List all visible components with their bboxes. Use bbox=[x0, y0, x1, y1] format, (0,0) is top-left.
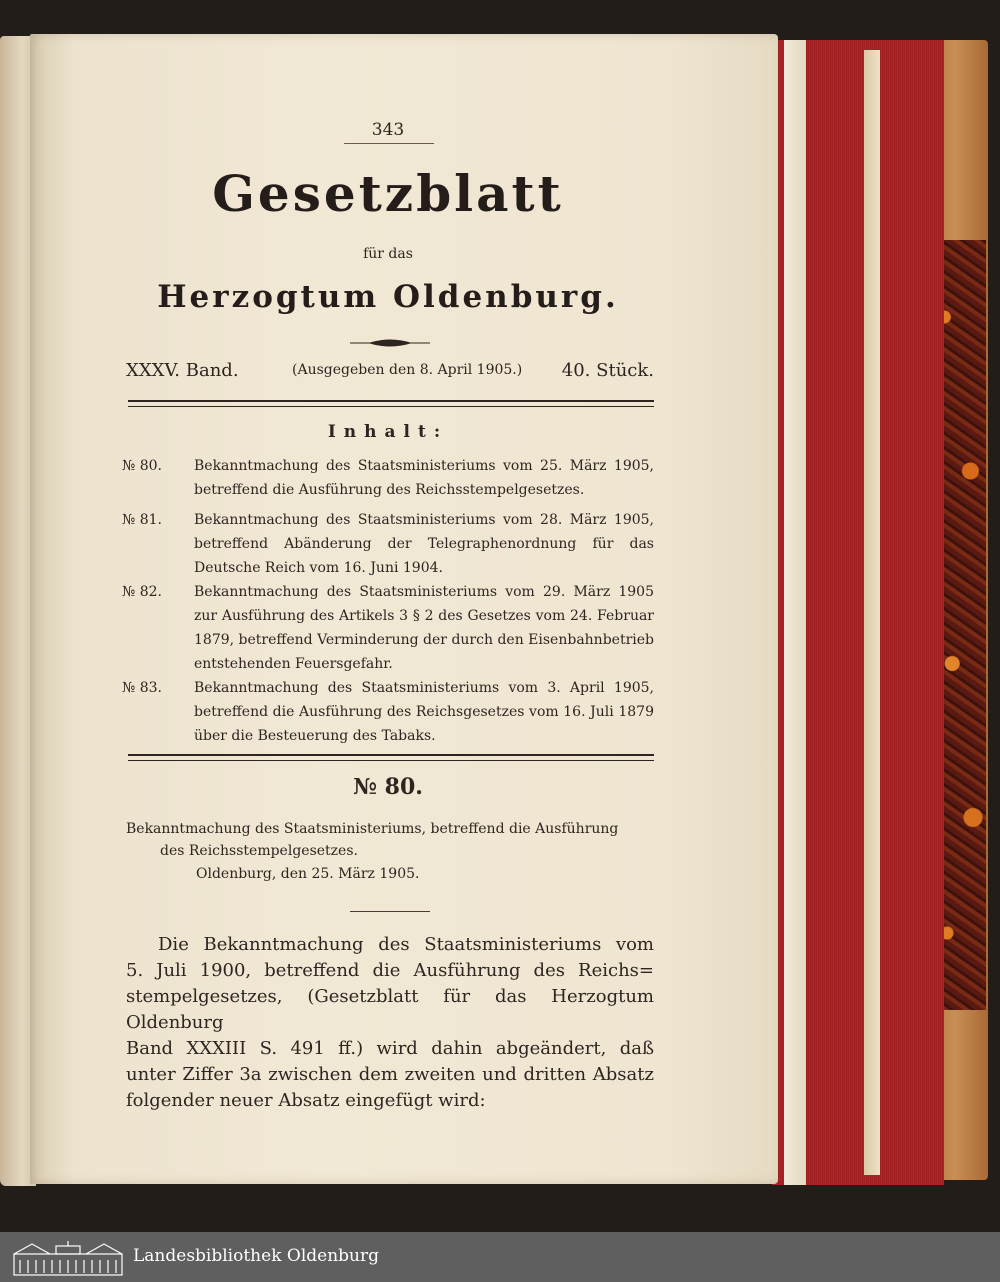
contents-item-number: № 82. bbox=[122, 584, 162, 600]
contents-item-number: № 83. bbox=[122, 680, 162, 696]
gazette-title: Gesetzblatt bbox=[212, 164, 564, 223]
dateline: Oldenburg, den 25. März 1905. bbox=[196, 866, 420, 882]
contents-item-number: № 80. bbox=[122, 458, 162, 474]
section-title-line: Bekanntmachung des Staatsministeriums, betreffend die Ausführung bbox=[126, 821, 619, 837]
body-line: stempelgesetzes, (Gesetzblatt für das Herzogtum Oldenburg bbox=[126, 986, 654, 1033]
body-line: unter Ziffer 3a zwischen dem zweiten und dritten Absatz bbox=[126, 1064, 654, 1085]
red-page-edges bbox=[772, 40, 944, 1185]
body-line: folgender neuer Absatz eingefügt wird: bbox=[126, 1090, 486, 1111]
gazette-subtitle: für das bbox=[363, 246, 413, 262]
volume-label: XXXV. Band. bbox=[126, 360, 239, 381]
section-divider bbox=[350, 911, 430, 912]
library-building-icon bbox=[12, 1240, 124, 1276]
issue-date: (Ausgegeben den 8. April 1905.) bbox=[292, 362, 523, 378]
ornamental-rule-icon bbox=[350, 336, 430, 350]
library-name: Landesbibliothek Oldenburg bbox=[133, 1246, 380, 1266]
contents-heading: Inhalt: bbox=[327, 422, 449, 442]
state-title: Herzogtum Oldenburg. bbox=[157, 279, 619, 315]
contents-item-number: № 81. bbox=[122, 512, 162, 528]
document-page bbox=[30, 34, 778, 1184]
contents-item-text: Bekanntmachung des Staatsministeriums vom 3. April 1905, betreffend die Ausführung des Reichsgesetzes vom 16. Juli 1879 über die Besteuerung des Tabaks. bbox=[194, 680, 654, 744]
page-number: 343 bbox=[371, 120, 405, 140]
contents-divider bbox=[128, 754, 654, 761]
body-paragraph bbox=[126, 932, 654, 1114]
section-title-line: des Reichsstempelgesetzes. bbox=[160, 843, 358, 859]
contents-item-text: Bekanntmachung des Staatsministeriums vom 29. März 1905 zur Ausführung des Artikels 3 § 2 des Gesetzes vom 24. Februar 1879, betreffend Verminderung der durch den Eisenbahnbetrieb entstehenden Feuersgefahr. bbox=[194, 584, 654, 672]
section-number: № 80. bbox=[353, 774, 423, 800]
page-number-rule bbox=[344, 143, 434, 144]
contents-item-text: Bekanntmachung des Staatsministeriums vom 28. März 1905, betreffend Abänderung der Telegraphenordnung für das Deutsche Reich vom 16. Juni 1904. bbox=[194, 512, 654, 576]
body-line: Band XXXIII S. 491 ff.) wird dahin abgeändert, daß bbox=[126, 1038, 654, 1059]
section-title bbox=[126, 818, 654, 862]
body-line: Die Bekanntmachung des Staatsministeriums vom bbox=[158, 934, 654, 955]
body-line: 5. Juli 1900, betreffend die Ausführung des Reichs= bbox=[126, 960, 654, 981]
header-divider bbox=[128, 400, 654, 407]
contents-item-text: Bekanntmachung des Staatsministeriums vom 25. März 1905, betreffend die Ausführung des Reichsstempelgesetzes. bbox=[194, 458, 654, 498]
library-footer bbox=[0, 1232, 1000, 1282]
piece-number: 40. Stück. bbox=[561, 360, 654, 381]
